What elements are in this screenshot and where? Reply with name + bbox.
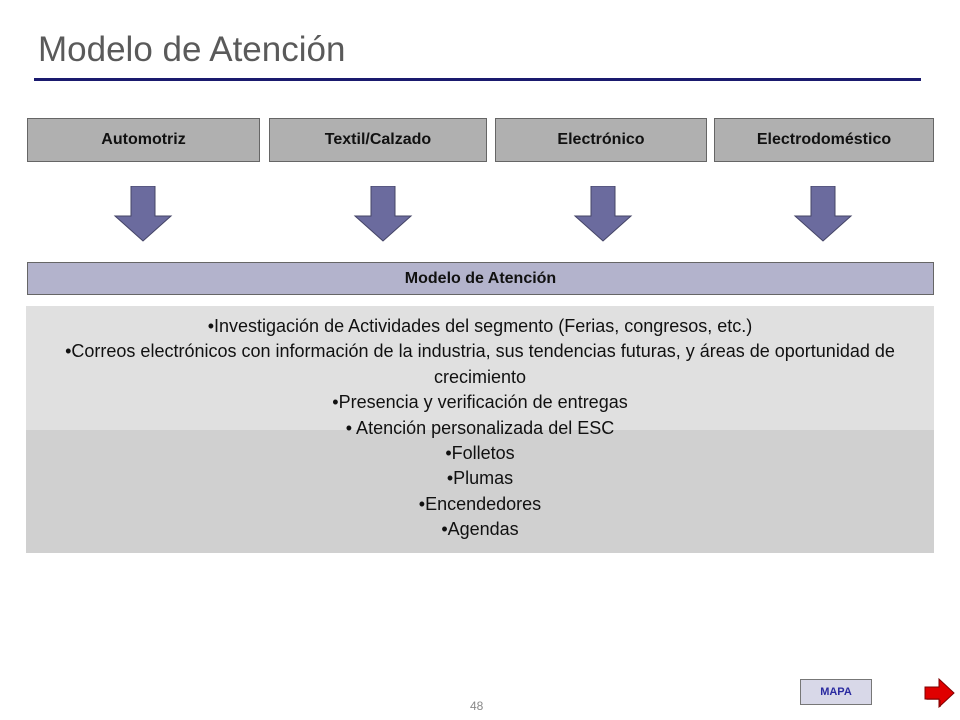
list-item: •Folletos — [445, 443, 515, 464]
sector-electronico: Electrónico — [495, 118, 707, 162]
bullet-list — [26, 314, 934, 543]
down-arrow-icon — [573, 186, 633, 242]
list-item: •Encendedores — [418, 493, 542, 514]
down-arrow-icon — [113, 186, 173, 242]
page-number: 48 — [470, 699, 484, 713]
sector-electrodomestico: Electrodoméstico — [714, 118, 934, 162]
list-item: • Atención personalizada del ESC — [345, 417, 615, 438]
page-title: Modelo de Atención — [38, 30, 346, 69]
list-item: •Investigación de Actividades del segmento (Ferias, congresos, etc.) — [207, 316, 753, 336]
list-item: •Presencia y verificación de entregas — [332, 392, 628, 413]
down-arrow-icon — [793, 186, 853, 242]
title-underline — [34, 78, 921, 81]
list-item: •Correos electrónicos con información de la industria, sus tendencias futuras, y áreas de oportunidad de crecimiento — [65, 341, 895, 387]
sector-textil-calzado: Textil/Calzado — [269, 118, 487, 162]
red-arrow-right-icon[interactable] — [922, 676, 956, 710]
model-bar: Modelo de Atención — [27, 262, 934, 295]
list-item: •Plumas — [446, 468, 514, 489]
mapa-button[interactable]: MAPA — [800, 679, 872, 705]
sector-automotriz: Automotriz — [27, 118, 260, 162]
down-arrow-icon — [353, 186, 413, 242]
list-item: •Agendas — [441, 519, 519, 540]
